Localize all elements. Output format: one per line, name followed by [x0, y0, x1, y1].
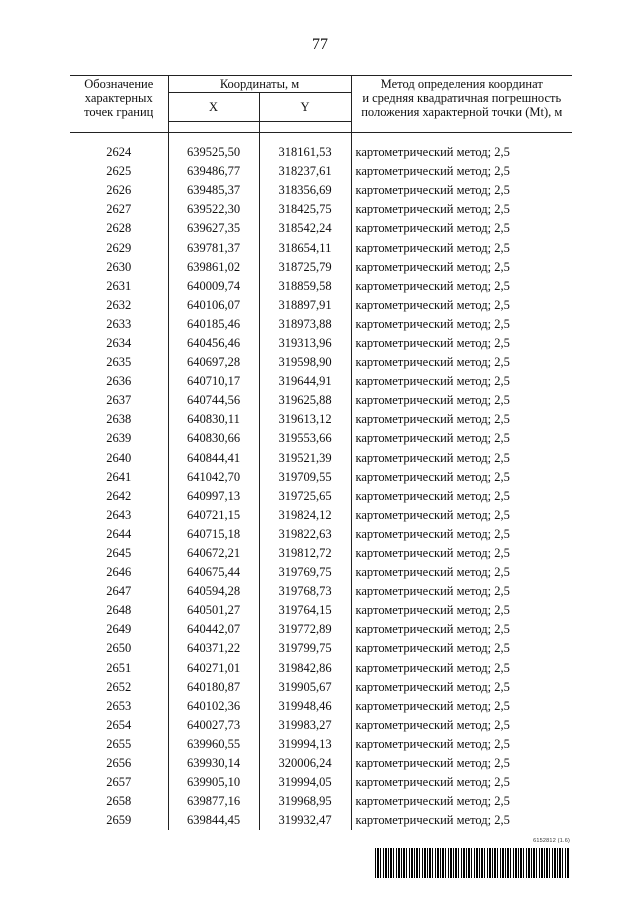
table-row [70, 143, 572, 162]
table-row [70, 468, 572, 487]
x-coordinate-cell: 639930,14 [168, 754, 259, 773]
method-cell: картометрический метод; 2,5 [355, 717, 510, 732]
y-coordinate-cell: 318654,11 [259, 238, 351, 257]
point-id-cell: 2650 [70, 639, 168, 658]
x-coordinate-cell: 640675,44 [168, 563, 259, 582]
table-row [70, 296, 572, 315]
method-cell: картометрический метод; 2,5 [355, 355, 510, 370]
x-coordinate-cell: 640371,22 [168, 639, 259, 658]
x-coordinate-cell: 640456,46 [168, 334, 259, 353]
x-coordinate-cell: 639844,45 [168, 811, 259, 830]
method-cell: картометрический метод; 2,5 [355, 794, 510, 809]
method-cell: картометрический метод; 2,5 [355, 183, 510, 198]
x-coordinate-cell: 640697,28 [168, 353, 259, 372]
table-row [70, 277, 572, 296]
x-coordinate-cell: 640721,15 [168, 506, 259, 525]
table-row [70, 620, 572, 639]
table-row [70, 181, 572, 200]
method-cell: картометрический метод; 2,5 [355, 813, 510, 828]
y-coordinate-cell: 319772,89 [259, 620, 351, 639]
point-id-cell: 2646 [70, 563, 168, 582]
table-row [70, 372, 572, 391]
method-cell: картометрический метод; 2,5 [355, 335, 510, 350]
point-id-cell: 2652 [70, 678, 168, 697]
point-id-cell: 2624 [70, 143, 168, 162]
x-coordinate-cell: 640672,21 [168, 544, 259, 563]
method-cell: картометрический метод; 2,5 [355, 756, 510, 771]
table-row [70, 353, 572, 372]
point-id-cell: 2626 [70, 181, 168, 200]
method-cell: картометрический метод; 2,5 [355, 584, 510, 599]
y-coordinate-cell: 318356,69 [259, 181, 351, 200]
table-row [70, 735, 572, 754]
table-row [70, 639, 572, 658]
method-cell: картометрический метод; 2,5 [355, 431, 510, 446]
point-id-cell: 2658 [70, 792, 168, 811]
x-coordinate-cell: 640271,01 [168, 659, 259, 678]
table-row [70, 525, 572, 544]
table-row [70, 315, 572, 334]
x-coordinate-cell: 639877,16 [168, 792, 259, 811]
x-coordinate-cell: 640442,07 [168, 620, 259, 639]
table-row [70, 678, 572, 697]
point-id-cell: 2635 [70, 353, 168, 372]
y-coordinate-cell: 319905,67 [259, 678, 351, 697]
y-coordinate-cell: 318725,79 [259, 258, 351, 277]
x-coordinate-cell: 639486,77 [168, 162, 259, 181]
method-cell: картометрический метод; 2,5 [355, 660, 510, 675]
header-method-line: положения характерной точки (Mt), м [361, 105, 563, 119]
y-coordinate-cell: 318973,88 [259, 315, 351, 334]
table-header [70, 76, 572, 144]
y-coordinate-cell: 319812,72 [259, 544, 351, 563]
method-cell: картометрический метод; 2,5 [355, 374, 510, 389]
table-row [70, 410, 572, 429]
y-coordinate-cell: 318542,24 [259, 219, 351, 238]
y-coordinate-cell: 319824,12 [259, 506, 351, 525]
point-id-cell: 2636 [70, 372, 168, 391]
y-coordinate-cell: 319994,05 [259, 773, 351, 792]
header-point-id-line: Обозначение [84, 77, 154, 91]
table-row [70, 582, 572, 601]
point-id-cell: 2642 [70, 487, 168, 506]
header-point-id-line: точек границ [84, 105, 154, 119]
point-id-cell: 2633 [70, 315, 168, 334]
method-cell: картометрический метод; 2,5 [355, 507, 510, 522]
method-cell: картометрический метод; 2,5 [355, 546, 510, 561]
table-row [70, 792, 572, 811]
point-id-cell: 2629 [70, 238, 168, 257]
method-cell: картометрический метод; 2,5 [355, 622, 510, 637]
table-row [70, 391, 572, 410]
x-coordinate-cell: 639485,37 [168, 181, 259, 200]
y-coordinate-cell: 319769,75 [259, 563, 351, 582]
y-coordinate-cell: 319598,90 [259, 353, 351, 372]
y-coordinate-cell: 319313,96 [259, 334, 351, 353]
y-coordinate-cell: 319983,27 [259, 716, 351, 735]
table-body [70, 143, 572, 830]
header-coordinates-group: Координаты, м [168, 76, 351, 93]
y-coordinate-cell: 319948,46 [259, 697, 351, 716]
y-coordinate-cell: 318237,61 [259, 162, 351, 181]
method-cell: картометрический метод; 2,5 [355, 240, 510, 255]
point-id-cell: 2641 [70, 468, 168, 487]
point-id-cell: 2645 [70, 544, 168, 563]
y-coordinate-cell: 319768,73 [259, 582, 351, 601]
point-id-cell: 2651 [70, 659, 168, 678]
x-coordinate-cell: 639522,30 [168, 200, 259, 219]
method-cell: картометрический метод; 2,5 [355, 164, 510, 179]
method-cell: картометрический метод; 2,5 [355, 278, 510, 293]
y-coordinate-cell: 319625,88 [259, 391, 351, 410]
point-id-cell: 2639 [70, 429, 168, 448]
method-cell: картометрический метод; 2,5 [355, 202, 510, 217]
point-id-cell: 2647 [70, 582, 168, 601]
y-coordinate-cell: 319764,15 [259, 601, 351, 620]
y-coordinate-cell: 319822,63 [259, 525, 351, 544]
x-coordinate-cell: 640185,46 [168, 315, 259, 334]
x-coordinate-cell: 639781,37 [168, 238, 259, 257]
y-coordinate-cell: 319709,55 [259, 468, 351, 487]
x-coordinate-cell: 640009,74 [168, 277, 259, 296]
x-coordinate-cell: 640997,13 [168, 487, 259, 506]
y-coordinate-cell: 319553,66 [259, 429, 351, 448]
point-id-cell: 2632 [70, 296, 168, 315]
point-id-cell: 2643 [70, 506, 168, 525]
point-id-cell: 2648 [70, 601, 168, 620]
point-id-cell: 2627 [70, 200, 168, 219]
point-id-cell: 2640 [70, 449, 168, 468]
point-id-cell: 2656 [70, 754, 168, 773]
x-coordinate-cell: 640830,66 [168, 429, 259, 448]
table-row [70, 449, 572, 468]
point-id-cell: 2630 [70, 258, 168, 277]
x-coordinate-cell: 640710,17 [168, 372, 259, 391]
method-cell: картометрический метод; 2,5 [355, 679, 510, 694]
point-id-cell: 2631 [70, 277, 168, 296]
table-row [70, 754, 572, 773]
header-method-line: Метод определения координат [380, 77, 543, 91]
y-coordinate-cell: 319842,86 [259, 659, 351, 678]
y-coordinate-cell: 320006,24 [259, 754, 351, 773]
x-coordinate-cell: 640180,87 [168, 678, 259, 697]
point-id-cell: 2625 [70, 162, 168, 181]
y-coordinate-cell: 319521,39 [259, 449, 351, 468]
table-row [70, 429, 572, 448]
table-row [70, 506, 572, 525]
y-coordinate-cell: 319644,91 [259, 372, 351, 391]
x-coordinate-cell: 640715,18 [168, 525, 259, 544]
y-coordinate-cell: 318425,75 [259, 200, 351, 219]
table-row [70, 238, 572, 257]
x-coordinate-cell: 639525,50 [168, 143, 259, 162]
header-method-line: и средняя квадратичная погрешность [362, 91, 562, 105]
x-coordinate-cell: 641042,70 [168, 468, 259, 487]
barcode [375, 838, 570, 880]
point-id-cell: 2637 [70, 391, 168, 410]
point-id-cell: 2649 [70, 620, 168, 639]
x-coordinate-cell: 639627,35 [168, 219, 259, 238]
y-coordinate-cell: 318161,53 [259, 143, 351, 162]
point-id-cell: 2628 [70, 219, 168, 238]
header-point-id-line: характерных [84, 91, 153, 105]
method-cell: картометрический метод; 2,5 [355, 603, 510, 618]
table-row [70, 716, 572, 735]
header-point-id [70, 76, 168, 122]
method-cell: картометрический метод; 2,5 [355, 297, 510, 312]
x-coordinate-cell: 640830,11 [168, 410, 259, 429]
barcode-number: 6152812 (1.6) [533, 838, 570, 844]
method-cell: картометрический метод; 2,5 [355, 412, 510, 427]
method-cell: картометрический метод; 2,5 [355, 698, 510, 713]
spacer-row [70, 133, 572, 144]
point-id-cell: 2644 [70, 525, 168, 544]
table-row [70, 162, 572, 181]
method-cell: картометрический метод; 2,5 [355, 259, 510, 274]
barcode-icon [375, 848, 570, 878]
x-coordinate-cell: 640106,07 [168, 296, 259, 315]
x-coordinate-cell: 640102,36 [168, 697, 259, 716]
table-row [70, 659, 572, 678]
page-number: 77 [312, 36, 328, 53]
method-cell: картометрический метод; 2,5 [355, 316, 510, 331]
method-cell: картометрический метод; 2,5 [355, 565, 510, 580]
coordinates-table [70, 75, 572, 830]
y-coordinate-cell: 319725,65 [259, 487, 351, 506]
point-id-cell: 2634 [70, 334, 168, 353]
method-cell: картометрический метод; 2,5 [355, 736, 510, 751]
table-row [70, 544, 572, 563]
method-cell: картометрический метод; 2,5 [355, 393, 510, 408]
table-row [70, 258, 572, 277]
table-row [70, 487, 572, 506]
x-coordinate-cell: 640844,41 [168, 449, 259, 468]
y-coordinate-cell: 319613,12 [259, 410, 351, 429]
table-row [70, 773, 572, 792]
header-x: X [168, 93, 259, 122]
table-row [70, 697, 572, 716]
method-cell: картометрический метод; 2,5 [355, 221, 510, 236]
x-coordinate-cell: 640744,56 [168, 391, 259, 410]
point-id-cell: 2654 [70, 716, 168, 735]
y-coordinate-cell: 318859,58 [259, 277, 351, 296]
x-coordinate-cell: 640027,73 [168, 716, 259, 735]
method-cell: картометрический метод; 2,5 [355, 526, 510, 541]
header-gap [70, 122, 572, 133]
method-cell: картометрический метод; 2,5 [355, 641, 510, 656]
method-cell: картометрический метод; 2,5 [355, 145, 510, 160]
table-row [70, 200, 572, 219]
header-y: Y [259, 93, 351, 122]
y-coordinate-cell: 318897,91 [259, 296, 351, 315]
y-coordinate-cell: 319968,95 [259, 792, 351, 811]
point-id-cell: 2657 [70, 773, 168, 792]
table-row [70, 334, 572, 353]
table-row [70, 811, 572, 830]
x-coordinate-cell: 639905,10 [168, 773, 259, 792]
y-coordinate-cell: 319994,13 [259, 735, 351, 754]
point-id-cell: 2655 [70, 735, 168, 754]
method-cell: картометрический метод; 2,5 [355, 450, 510, 465]
x-coordinate-cell: 640501,27 [168, 601, 259, 620]
method-cell: картометрический метод; 2,5 [355, 488, 510, 503]
method-cell: картометрический метод; 2,5 [355, 775, 510, 790]
method-cell: картометрический метод; 2,5 [355, 469, 510, 484]
table-row [70, 219, 572, 238]
y-coordinate-cell: 319932,47 [259, 811, 351, 830]
header-method [351, 76, 572, 122]
point-id-cell: 2653 [70, 697, 168, 716]
point-id-cell: 2638 [70, 410, 168, 429]
table-row [70, 563, 572, 582]
table-row [70, 601, 572, 620]
x-coordinate-cell: 640594,28 [168, 582, 259, 601]
point-id-cell: 2659 [70, 811, 168, 830]
y-coordinate-cell: 319799,75 [259, 639, 351, 658]
x-coordinate-cell: 639861,02 [168, 258, 259, 277]
x-coordinate-cell: 639960,55 [168, 735, 259, 754]
